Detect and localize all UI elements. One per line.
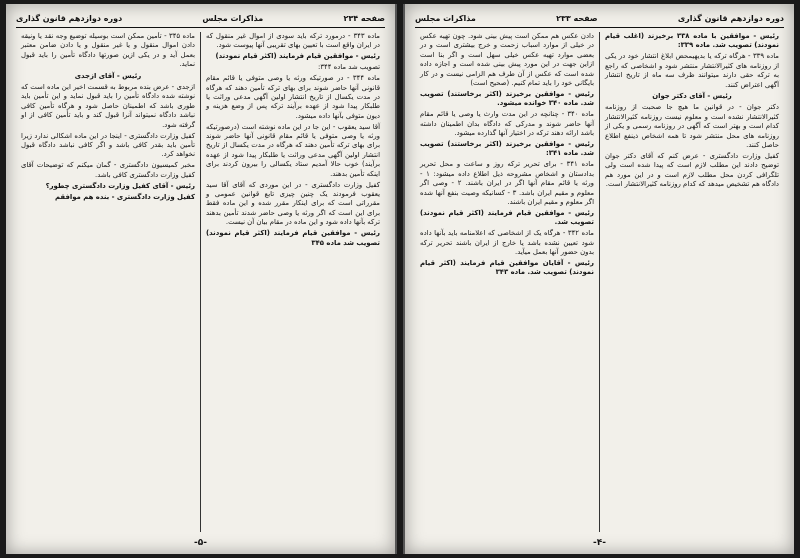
paragraph: ماده ۳۴۱ - برای تحریر ترکه روز و ساعت و محل تحریر بدادستان و اشخاص مشروحه ذیل اطلاع داده میشود: ۱ - ورثه یا قائم مقام آنها اگر در ایران باشند. ۲ - وصی اگر معلوم و مقیم ایران باشد. ۳ - کسانیکه وصیت بنفع آنها شده اگر معلوم و مقیم ایران باشند. <box>420 160 595 206</box>
speaker-heading: رئیس - آقای دکتر جوان <box>652 91 732 100</box>
right-page-session-title: دوره دوازدهم قانون گذاری <box>677 13 784 23</box>
paragraph: کفیل وزارت دادگستری - اینجا در این ماده اشکالی ندارد زیرا تأمین باید بقدر کافی باشد و اگر کافی نباشد دادگاه قبول نخواهد کرد. <box>21 131 195 159</box>
paragraph: کفیل وزارت دادگستری - بنده هم موافقم <box>54 192 195 201</box>
right-page-column-left <box>415 32 599 532</box>
paragraph: کفیل وزارت دادگستری - عرض کنم که آقای دکتر جوان توضیح دادند این مطلب لازم است که پیدا شده است ولی تلگرافی کردن محل مطلب لازم است و در این مورد هم دادگاه هم تشخیص میدهد که کدام روزنامه کثیرالانتشار است. <box>605 151 779 189</box>
paragraph: رئیس - موافقین برخیزند (اکثر برخاستند) تصویب شد. ماده ۳۴۱: <box>420 139 594 158</box>
left-page-column-left <box>16 32 200 532</box>
right-page-number: -۴- <box>593 538 606 548</box>
left-page-number: -۵- <box>194 538 207 548</box>
right-page-header <box>415 10 784 28</box>
paragraph: رئیس - موافقین قیام فرمایند (اکثر قیام نمودند) تصویب شد. <box>420 208 594 227</box>
left-page-session-title: دوره دوازدهم قانون گذاری <box>16 13 123 23</box>
paragraph: دکتر جوان - در قوانین ما هیچ جا صحبت از روزنامه کثیرالانتشار نشده است و معلوم نیست روزنامه کثیرالانتشار کدام است و بهتر است که آگهی در روزنامه رسمی و یکی از روزنامه های محل منتشر شود تا همه اشخاص ذینفع اطلاع حاصل کنند. <box>605 103 779 149</box>
paragraph: ماده ۳۴۵ - تأمین ممکن است بوسیله توضیع وجه نقد یا ونیقه دادن اموال منقول و یا غیر منقول و یا دادن ضامن معتبر بعمل آید و در یکی ازین صورتها دادگاه تأمین را باید قبول نماید. <box>21 32 195 69</box>
paragraph: کفیل وزارت دادگستری - در این موردی که آقای آقا سید یعقوب فرمودند یک چنین چیزی تابع قوانین عمومی و مقرراتی است که برای اینکار مقرر شده و این ماده فقط برای این است که اگر ورثه یا وصی حاضر شدند تأمین بدهند ترکه بآنها داده شود و این ماده در مقام بیان آن نیست. <box>206 180 380 227</box>
paragraph: ماده ۳۴۳ - درمورد ترکه باید سودی از اموال غیر منقول که در ایران واقع است با تعیین بهای تقریبی آنها پیوست شود. <box>206 32 380 50</box>
right-page-columns <box>415 32 784 532</box>
paragraph: ازجدی - عرض بنده مربوط به قسمت اخیر این ماده است که نوشته شده دادگاه تأمین را باید قبول نماید و این تأمین باید طوری باشد که اطمینان حاصل شود و هرگاه تأمین کافی نباشد دادگاه نمیتواند آنرا قبول کند و باید تأمین کافی از او گرفته شود. <box>21 83 195 129</box>
paragraph: ماده ۳۴۲ - هرگاه یک از اشخاصی که اعلامنامه باید بآنها داده شود تعیین نشده باشد یا خارج از ایران باشند تحریر ترکه بدون حضور آنها بعمل میآید. <box>420 229 594 256</box>
left-page-label: صفحه ۲۳۴ <box>343 13 385 23</box>
paragraph: آقا سید یعقوب - این جا در این ماده نوشته است (درصورتیکه ورثه یا وصی متوفی یا قائم مقام قانونی آنها حاضر شوند برای بهای ترکه تأمین دهند که هرگاه در مدت یکسال از تاریخ انتشار اولین آگهی مدعی وراثت یا طلبکار پیدا شود از عهده برآیند) خوب حالا آمدیم ستاد یکسالی را بیرون کردند برای اینکه تأمین بدهند. <box>206 122 380 178</box>
right-page-center-title: مذاکرات مجلس <box>415 13 476 23</box>
paragraph: رئیس - آقای کفیل وزارت دادگستری چطور؟ <box>45 181 195 190</box>
paragraph: ماده ۳۴۰ - چنانچه در این مدت وارث یا وصی یا قائم مقام آنها حاضر شوند و مدرکی که دادگاه بدان اطمینان داشته باشد ارائه دهند ترکه در اختیار آنها گذارده میشود. <box>420 110 594 138</box>
left-page <box>6 4 397 554</box>
right-page <box>403 4 794 554</box>
column-divider <box>599 32 600 532</box>
paragraph: رئیس - موافقین قیام فرمایند (اکثر قیام نمودند) تصویب شد ماده ۳۴۵ <box>206 229 380 247</box>
paragraph: مخبر کمیسیون دادگستری - گمان میکنم که توضیحات آقای کفیل وزارت دادگستری کافی باشد. <box>21 161 195 179</box>
paragraph: ماده ۳۳۹ - هرگاه ترکه یا بدیهیمحض ابلاغ انتشار خود در یکی از روزنامه های کثیرالانتشار منتشر شود و اشخاصی که راجع به ترکه حقی دارند میتوانند ظرف سه ماه از تاریخ انتشار آگهی اعتراض کنند. <box>605 52 779 89</box>
column-divider <box>200 32 201 532</box>
paragraph: رئیس - موافقین قیام فرمایند (اکثر قیام نمودند) <box>215 52 380 61</box>
left-page-columns <box>16 32 385 532</box>
right-page-label: صفحه ۲۳۳ <box>556 13 598 23</box>
paragraph: دادن عکس هم ممکن است پیش بینی شود. چون تهیه عکس در خیلی از موارد اسباب زحمت و خرج بیشتری است و در بعضی موارد تهیه عکس خیلی سهل است و اگر بنا است ازاین جهت در این مورد پیش بینی شده است و اجازه داده شده است که عکس از آن طرف هم الزامی نیست و در کار بایگانی خود را باید تمام کنیم. (صحیح است) <box>420 32 594 88</box>
paragraph: رئیس - موافقین با ماده ۳۳۸ برخیزند (اغلب قیام نمودند) تصویب شد. ماده ۳۳۹: <box>605 32 779 50</box>
book-spread <box>6 4 794 554</box>
paragraph: تصویب شد ماده ۳۴۴: <box>317 63 380 72</box>
paragraph: رئیس - موافقین برخیزند (اکثر برخاستند) تصویب شد. ماده ۳۴۰ خوانده میشود. <box>420 89 594 108</box>
speaker-heading: رئیس - آقای ازجدی <box>74 71 142 80</box>
right-page-column-right <box>600 32 784 532</box>
paragraph: رئیس - آقایان موافقین قیام فرمایند (اکثر قیام نمودند) تصویب شد. ماده ۳۴۳ <box>420 258 594 277</box>
left-page-header <box>16 10 385 28</box>
left-page-column-right <box>201 32 385 532</box>
left-page-center-title: مذاکرات مجلس <box>202 13 264 23</box>
paragraph: ماده ۳۴۴ - در صورتیکه ورثه یا وصی متوفی یا قائم مقام قانونی آنها حاضر شوند برای بهای ترکه تأمین دهند که هرگاه در مدت یکسال از تاریخ انتشار اولین آگهی مدعی وراثت یا طلبکار پیدا شود از عهده برآیند ترکه پس از وضع هزینه و دیون متوفی بآنها داده میشود. <box>206 74 380 120</box>
